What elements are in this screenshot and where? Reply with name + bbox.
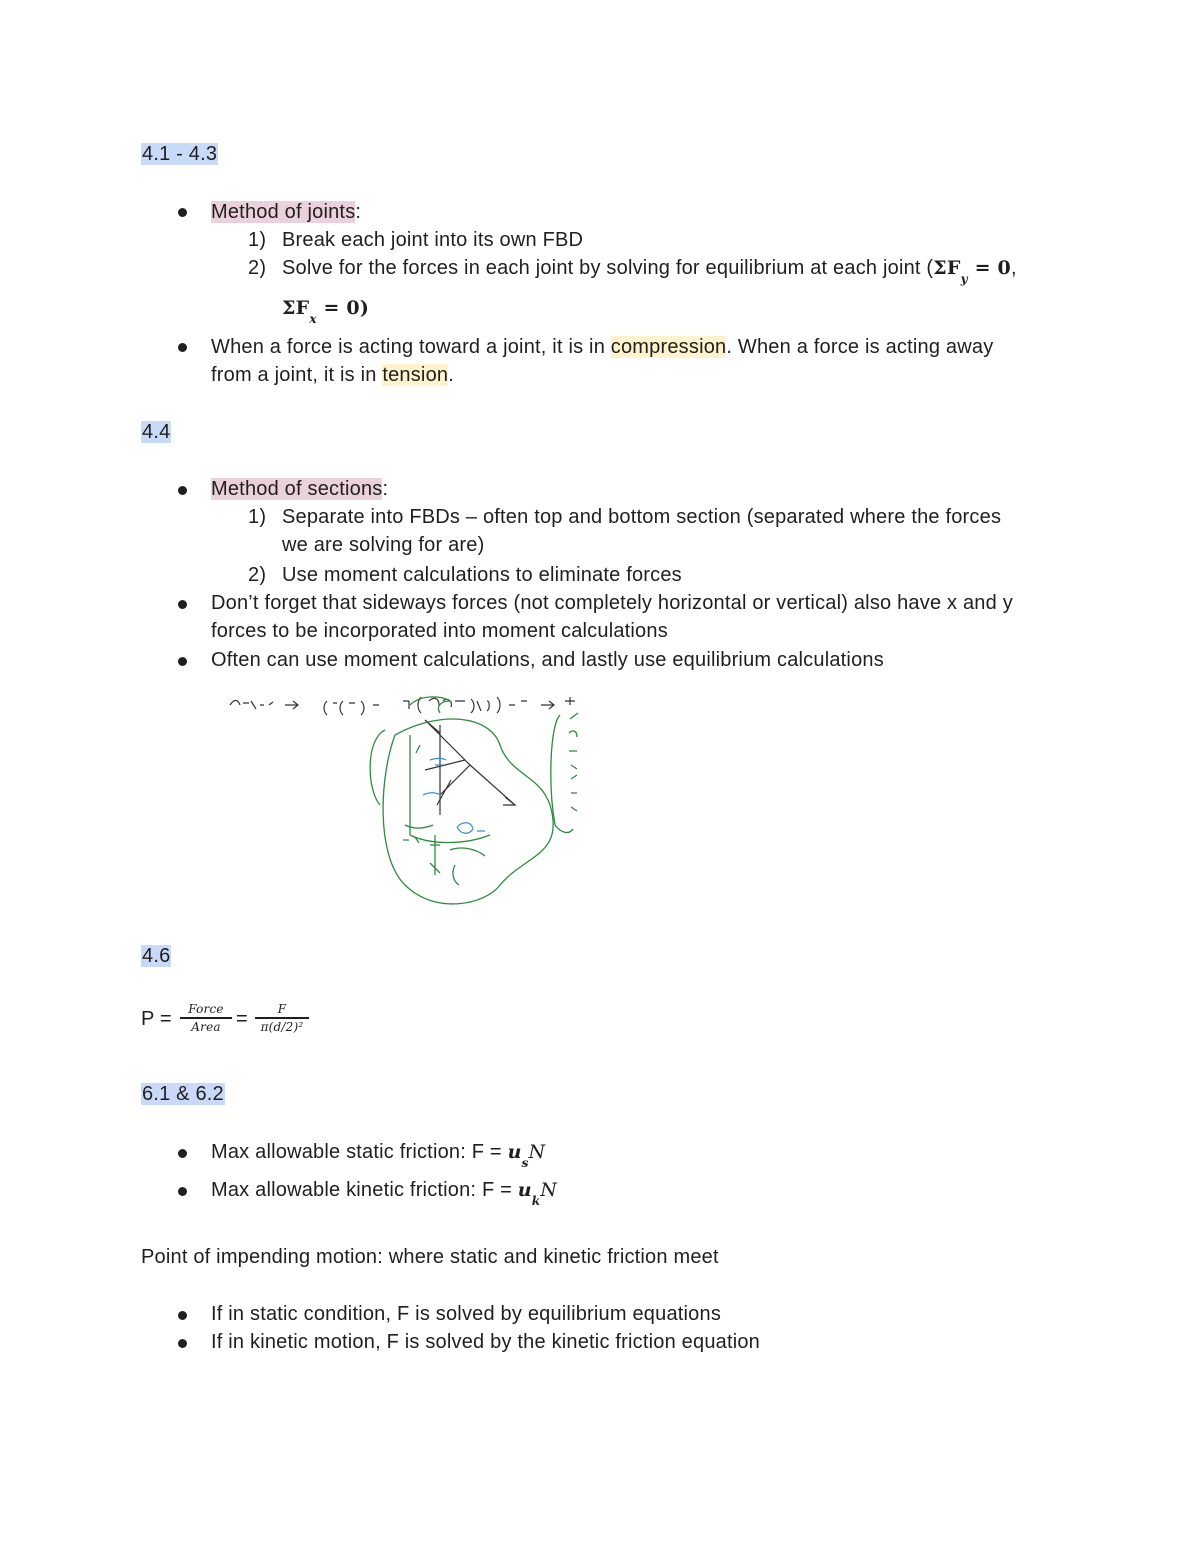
step-text: Separate into FBDs – often top and bottom section (separated where the forces [282, 506, 1002, 528]
moment-calc-text: Often can use moment calculations, and lastly use equilibrium calculations [211, 649, 884, 671]
section-header-4-1: 4.1 - 4.3 [142, 143, 218, 165]
tension-term: tension [382, 364, 449, 386]
bullet-icon [178, 600, 187, 609]
bullet-icon [178, 343, 187, 352]
bullet-icon [178, 1339, 187, 1348]
step-number: 2) [248, 257, 267, 279]
section-header-6-1: 6.1 & 6.2 [142, 1083, 224, 1105]
step-text-equilibrium: Solve for the forces in each joint by solving for equilibrium at each joint ($\Sigma F_y = 0$, [282, 257, 1017, 286]
impending-motion-text: Point of impending motion: where static and kinetic friction meet [141, 1246, 719, 1268]
method-of-joints-term: Method of joints [211, 201, 356, 223]
bullet-icon [178, 1149, 187, 1158]
handwritten-fbd-sketch [225, 675, 585, 910]
static-friction-text: Max allowable static friction: $F = u_sN$ [211, 1141, 546, 1170]
step-text: Break each joint into its own FBD [282, 229, 584, 251]
kinetic-motion-text: If in kinetic motion, F is solved by the kinetic friction equation [211, 1331, 761, 1353]
tension-line: from a joint, it is in tension. [211, 364, 454, 386]
method-of-sections-line: Method of sections: [211, 478, 389, 500]
compression-line: When a force is acting toward a joint, it is in compression. When a force is acting away [211, 336, 994, 358]
kinetic-friction-text: Max allowable kinetic friction: $F = u_kN$ [211, 1179, 558, 1208]
bullet-icon [178, 1187, 187, 1196]
fraction-force-over-area: Force Area [180, 1001, 232, 1035]
section-header-4-4: 4.4 [142, 421, 171, 443]
method-of-joints-line: Method of joints: [211, 201, 362, 223]
static-condition-text: If in static condition, F is solved by equilibrium equations [211, 1303, 722, 1325]
pressure-label: P = [141, 1008, 172, 1030]
step-text: Use moment calculations to eliminate forces [282, 564, 682, 586]
step-number: 2) [248, 564, 267, 586]
equals-sign: = [236, 1008, 248, 1030]
step-number: 1) [248, 506, 267, 528]
step-text-cont: we are solving for are) [282, 534, 485, 556]
sideways-forces-text-cont: forces to be incorporated into moment calculations [211, 620, 668, 642]
equation-sum-fx: $\Sigma F_x = 0$) [282, 297, 370, 326]
bullet-icon [178, 208, 187, 217]
bullet-icon [178, 657, 187, 666]
section-header-4-6: 4.6 [142, 945, 171, 967]
fraction-f-over-area-circle: F π(d/2)² [255, 1001, 309, 1035]
step-number: 1) [248, 229, 267, 251]
bullet-icon [178, 1311, 187, 1320]
method-of-sections-term: Method of sections [211, 478, 383, 500]
sideways-forces-text: Don’t forget that sideways forces (not completely horizontal or vertical) also have x and y [211, 592, 1013, 614]
bullet-icon [178, 486, 187, 495]
compression-term: compression [610, 336, 727, 358]
